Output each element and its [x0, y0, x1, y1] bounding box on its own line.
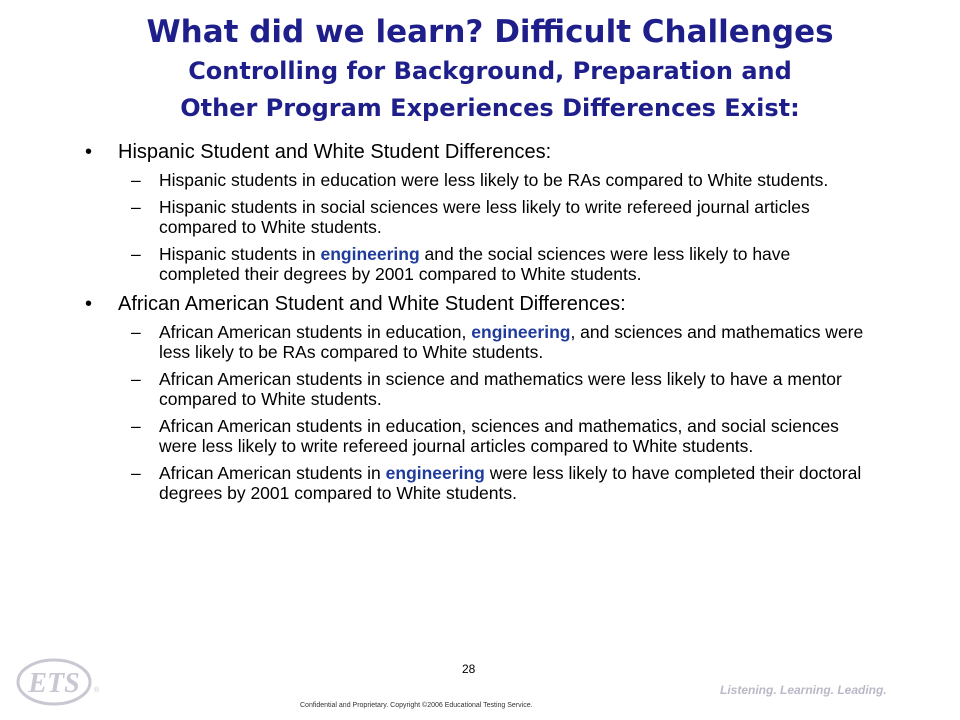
page-number: 28	[462, 662, 476, 676]
bullet-item	[85, 140, 875, 164]
highlighted-term: engineering	[471, 322, 571, 342]
slide-content	[85, 140, 875, 511]
sub-bullet-text: Hispanic students in	[159, 244, 321, 264]
sub-bullet-list	[131, 322, 875, 503]
sub-bullet-item	[131, 170, 875, 190]
sub-bullet-item	[131, 322, 875, 362]
bullet-item	[85, 292, 875, 316]
dash-marker: –	[131, 369, 141, 389]
bullet-marker: •	[85, 141, 93, 163]
sub-bullet-text: African American students in science and mathematics were less likely to have a mentor compared to White students.	[159, 369, 842, 409]
bullet-heading: Hispanic Student and White Student Differences:	[118, 141, 552, 163]
sub-bullet-text: African American students in education,	[159, 322, 472, 342]
sub-bullet-text: Hispanic students in education were less likely to be RAs compared to White students.	[159, 170, 829, 190]
bullet-marker: •	[85, 293, 93, 315]
ets-logo-mark: ®	[94, 687, 100, 694]
sub-bullet-item	[131, 416, 875, 456]
title-line-2: Controlling for Background, Preparation and	[188, 57, 792, 85]
sub-bullet-text: and the social sciences were less likely to have completed their degrees by 2001 compared to White students.	[159, 244, 791, 284]
sub-bullet-text: were less likely to have completed their doctoral degrees by 2001 compared to White students.	[159, 463, 862, 503]
sub-bullet-item	[131, 197, 875, 237]
slide-title	[60, 12, 920, 126]
dash-marker: –	[131, 170, 141, 190]
dash-marker: –	[131, 463, 141, 483]
sub-bullet-text: African American students in education, sciences and mathematics, and social sciences were less likely to write refereed journal articles compared to White students.	[159, 416, 839, 456]
highlighted-term: engineering	[320, 244, 420, 264]
bullet-heading: African American Student and White Student Differences:	[118, 293, 626, 315]
sub-bullet-list	[131, 170, 875, 284]
sub-bullet-item	[131, 244, 875, 284]
sub-bullet-text: Hispanic students in social sciences were less likely to write refereed journal articles compared to White students.	[159, 197, 810, 237]
sub-bullet-text: African American students in	[159, 463, 386, 483]
highlighted-term: engineering	[385, 463, 485, 483]
title-line-3: Other Program Experiences Differences Exist:	[180, 94, 800, 122]
title-line-1: What did we learn? Difficult Challenges	[146, 14, 834, 50]
dash-marker: –	[131, 322, 141, 342]
tagline: Listening. Learning. Leading.	[720, 683, 887, 697]
sub-bullet-text: , and sciences and mathematics were less likely to be RAs compared to White students.	[159, 322, 864, 362]
ets-logo	[14, 654, 102, 710]
copyright-notice: Confidential and Proprietary. Copyright ©2006 Educational Testing Service.	[300, 702, 533, 709]
dash-marker: –	[131, 197, 141, 217]
dash-marker: –	[131, 416, 141, 436]
sub-bullet-item	[131, 463, 875, 503]
sub-bullet-item	[131, 369, 875, 409]
ets-logo-text: ETS	[28, 668, 80, 699]
dash-marker: –	[131, 244, 141, 264]
